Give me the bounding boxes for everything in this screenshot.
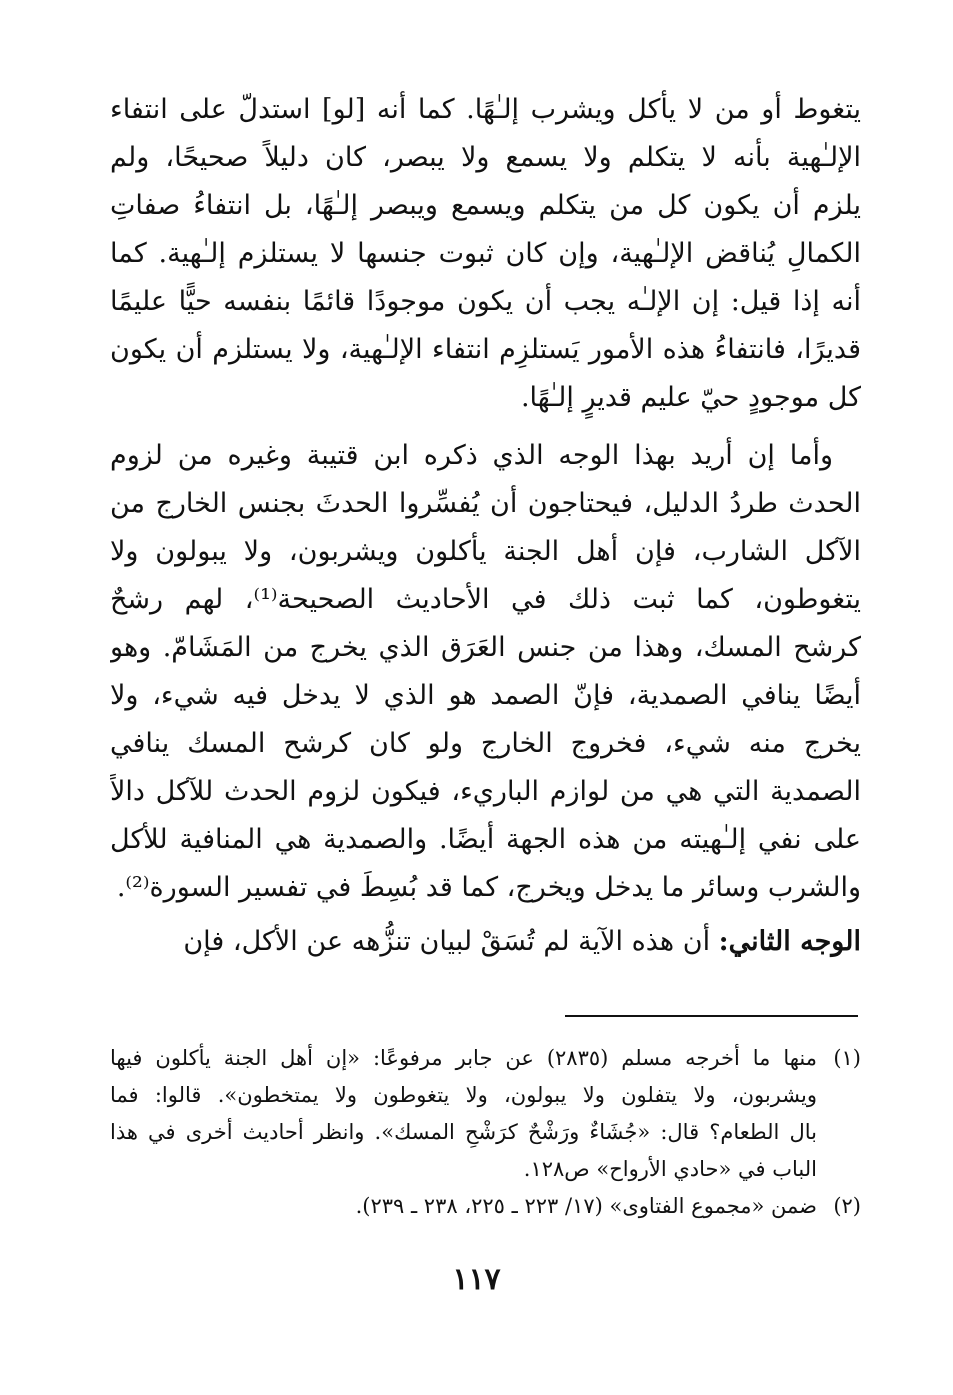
text-line — [110, 918, 861, 966]
text-line: الآكل الشارب، فإن أهل الجنة يأكلون ويشربون، ولا يبولون ولا — [110, 536, 861, 567]
text-line: أنه إذا قيل: إن الإلـٰه يجب أن يكون موجودًا قائمًا بنفسه حيًّا عليمًا — [110, 286, 861, 317]
text-line: يخرج منه شيء، فخروج الخارج ولو كان كرشح المسك ينافي — [110, 728, 861, 759]
text-line: يتغوط أو من لا يأكل ويشرب إلـٰهًا. كما أنه [لو] استدلّ على انتفاء — [110, 94, 861, 125]
footnote-line — [110, 1040, 861, 1077]
main-text — [110, 86, 861, 966]
footnote-line: بال الطعام؟ قال: «جُشَاءٌ ورَشْحٌ كرَشْحِ المسك». وانظر أحاديث أخرى في هذا — [110, 1120, 817, 1144]
text-line: أيضًا ينافي الصمدية، فإنّ الصمد هو الذي لا يدخل فيه شيء، ولا — [110, 680, 861, 711]
text-line: الإلـٰهية بأنه لا يتكلم ولا يسمع ولا يبصر، كان دليلاً صحيحًا، ولم — [110, 142, 861, 173]
text-line: يلزم أن يكون كل من يتكلم ويسمع ويبصر إلـٰهًا، بل انتفاءُ صفاتِ — [110, 190, 861, 221]
footnote-divider — [565, 1015, 858, 1017]
text-line: وأما إن أريد بهذا الوجه الذي ذكره ابن قتيبة وغيره من لزوم — [110, 440, 833, 471]
paragraph-3 — [110, 918, 861, 966]
text-line: والشرب وسائر ما يدخل ويخرج، كما قد بُسِطَ في تفسير السورة⁽²⁾. — [116, 872, 861, 903]
paragraph-1 — [110, 86, 861, 422]
footnotes — [110, 1040, 861, 1225]
section-text: أن هذه الآية لم تُسَقْ لبيان تنزُّهه عن الأكل، فإن — [183, 926, 719, 957]
footnote-line — [110, 1188, 861, 1225]
footnote-number: (٢) — [833, 1194, 861, 1218]
text-line: كل موجودٍ حيّ عليم قديرٍ إلـٰهًا. — [520, 382, 861, 413]
footnote-text: ضمن «مجموع الفتاوى» (١٧/ ٢٢٣ ـ ٢٢٥، ٢٣٨ ـ ٢٣٩). — [355, 1194, 817, 1218]
text-line: الكمالِ يُناقض الإلـٰهية، وإن كان ثبوت جنسها لا يستلزم إلـٰهية. كما — [110, 238, 861, 269]
footnote-line: ويشربون، ولا يتفلون ولا يبولون، ولا يتغوطون ولا يمتخطون». قالوا: فما — [110, 1083, 817, 1107]
section-heading: الوجه الثاني: — [718, 926, 861, 957]
text-line: الصمدية التي هي من لوازم الباريء، فيكون لزوم الحدث للآكل دالاً — [110, 776, 861, 807]
footnote-2 — [110, 1188, 861, 1225]
text-line: يتغوطون، كما ثبت ذلك في الأحاديث الصحيحة⁽¹⁾، لهم رشحٌ — [110, 584, 861, 615]
footnote-1 — [110, 1040, 861, 1188]
footnote-text: منها ما أخرجه مسلم (٢٨٣٥) عن جابر مرفوعًا: «إن أهل الجنة يأكلون فيها — [110, 1046, 817, 1070]
footnote-line: الباب في «حادي الأرواح» ص١٢٨. — [523, 1157, 817, 1181]
text-line: على نفي إلـٰهيته من هذه الجهة أيضًا. والصمدية هي المنافية للأكل — [110, 824, 861, 855]
text-line: كرشح المسك، وهذا من جنس العَرَق الذي يخرج من المَشَامّ. وهو — [110, 632, 861, 663]
text-line: قديرًا، فانتفاءُ هذه الأمور يَستلزِم انتفاء الإلـٰهية، ولا يستلزم أن يكون — [110, 334, 861, 365]
footnote-number: (١) — [833, 1046, 861, 1070]
page-number: ١١٧ — [452, 1262, 501, 1297]
text-line: الحدث طردُ الدليل، فيحتاجون أن يُفسِّروا الحدثَ بجنس الخارج من — [110, 488, 861, 519]
paragraph-2 — [110, 432, 861, 912]
